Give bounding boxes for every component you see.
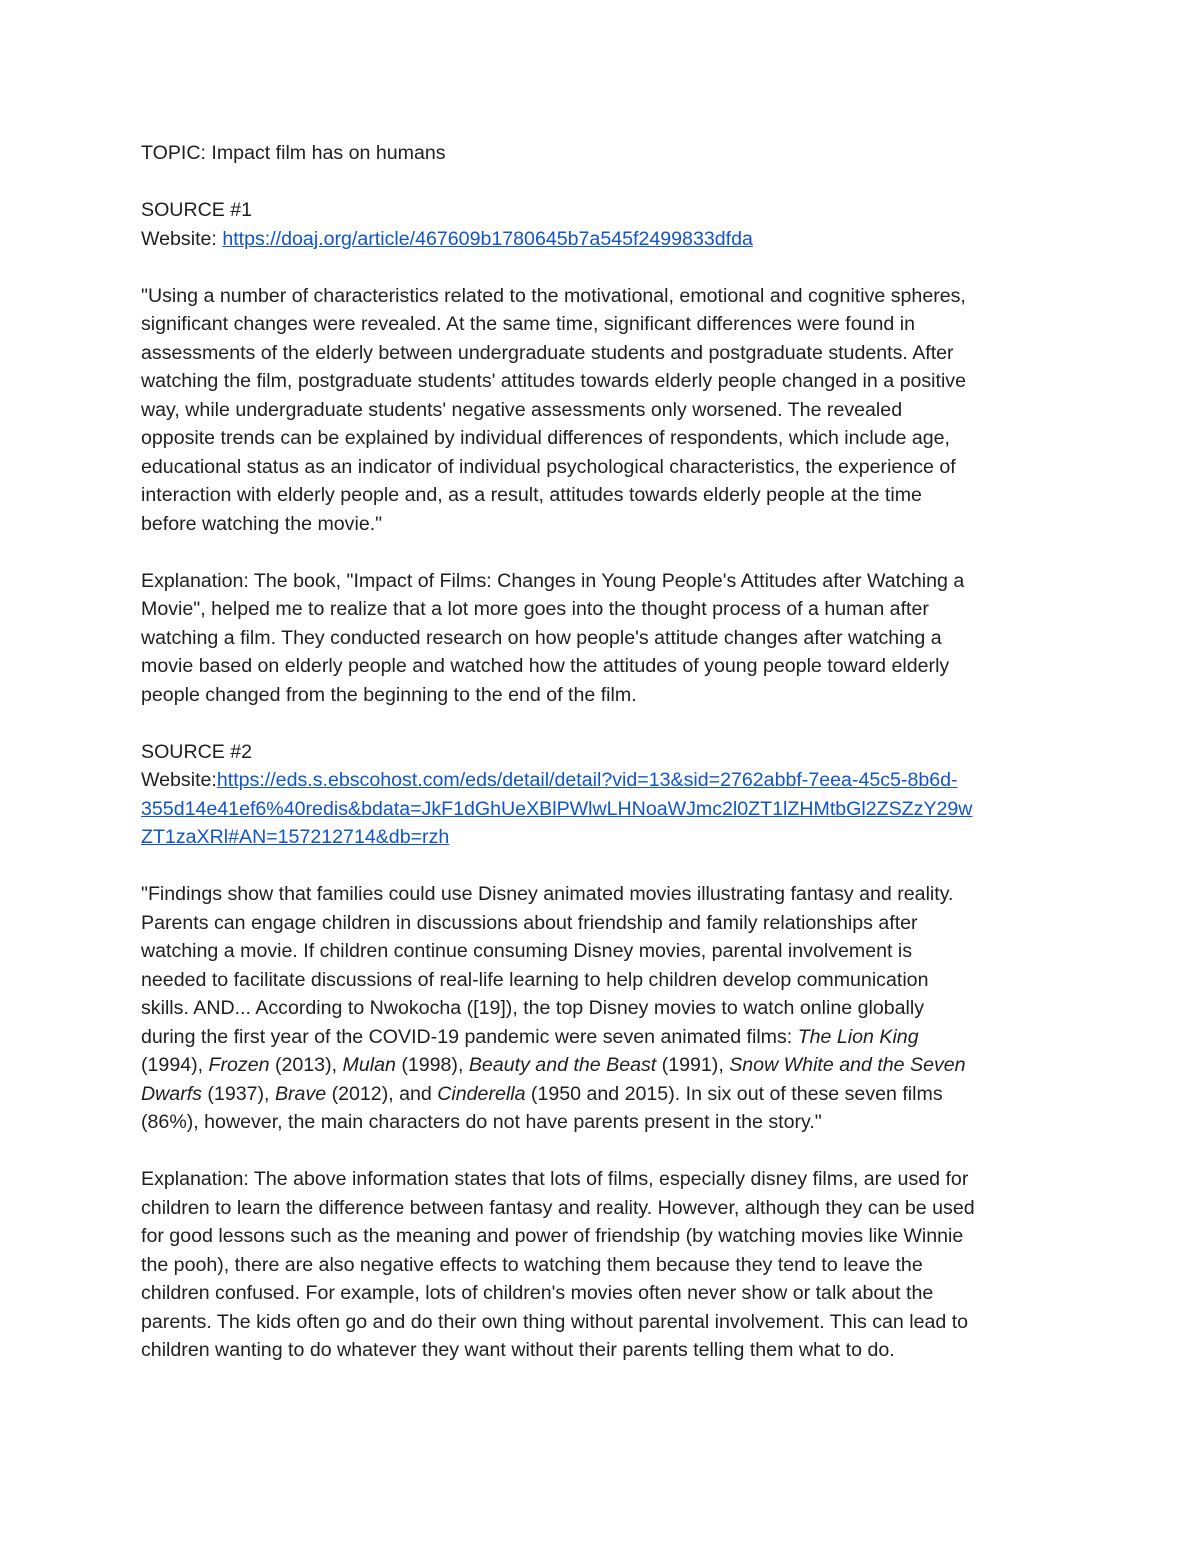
source-1-quote-line: assessments of the elderly between undergraduate students and postgraduate students. After bbox=[141, 341, 954, 364]
source-2-link-part[interactable]: ZT1zaXRl#AN=157212714&db=rzh bbox=[141, 826, 450, 848]
source-1-quote-line: significant changes were revealed. At the same time, significant differences were found in bbox=[141, 313, 916, 335]
source-1-explanation-line: people changed from the beginning to the end of the film. bbox=[141, 683, 637, 706]
spacer bbox=[141, 709, 1066, 738]
source-2-explanation-line: children confused. For example, lots of children's movies often never show or talk about the bbox=[141, 1282, 934, 1304]
film-title: Beauty and the Beast bbox=[468, 1054, 657, 1076]
source-1-explanation-line: movie based on elderly people and watched how the attitudes of young people toward elderly bbox=[141, 655, 950, 677]
quote-text: during the first year of the COVID-19 pandemic were seven animated films: bbox=[141, 1025, 798, 1048]
source-2-explanation-line: children to learn the difference between fantasy and reality. However, although they can be used bbox=[141, 1196, 975, 1219]
source-1-quote-line: educational status as an indicator of individual psychological characteristics, the experience of bbox=[141, 455, 956, 478]
quote-text: (1998), bbox=[395, 1054, 469, 1076]
film-title: Mulan bbox=[342, 1054, 396, 1076]
quote-text: (2013), bbox=[269, 1054, 343, 1076]
quote-text: (1991), bbox=[656, 1054, 730, 1076]
film-title: Dwarfs bbox=[141, 1082, 202, 1105]
source-2-explanation-line: the pooh), there are also negative effects to watching them because they tend to leave the bbox=[141, 1253, 923, 1276]
source-2-quote-line: (86%), however, the main characters do not have parents present in the story." bbox=[141, 1111, 822, 1133]
document-page bbox=[141, 139, 1066, 1365]
source-1-explanation-line: watching a film. They conducted research on how people's attitude changes after watching a bbox=[141, 626, 942, 649]
spacer bbox=[141, 538, 1066, 567]
source-2-explanation-line: for good lessons such as the meaning and power of friendship (by watching movies like Winnie bbox=[141, 1225, 964, 1247]
film-title: Brave bbox=[274, 1082, 327, 1105]
source-2-quote-line: Parents can engage children in discussions about friendship and family relationships after bbox=[141, 911, 918, 934]
source-1-quote-line: watching the film, postgraduate students' attitudes towards elderly people changed in a positive bbox=[141, 370, 967, 392]
source-2-quote-line: skills. AND... According to Nwokocha ([19]), the top Disney movies to watch online globally bbox=[141, 997, 925, 1019]
source-2-url-line bbox=[141, 823, 1066, 852]
source-2-link-part[interactable]: 355d14e41ef6%40redis&bdata=JkF1dGhUeXBlPWlwLHNoaWJmc2l0ZT1lZHMtbGl2ZSZzY29w bbox=[141, 797, 973, 820]
source-1-quote-line: "Using a number of characteristics related to the motivational, emotional and cognitive spheres, bbox=[141, 284, 966, 307]
film-title: Snow White and the Seven bbox=[729, 1054, 966, 1076]
film-title: Frozen bbox=[208, 1054, 270, 1076]
source-1-quote-line: way, while undergraduate students' negative assessments only worsened. The revealed bbox=[141, 398, 903, 421]
source-2-heading: SOURCE #2 bbox=[141, 740, 253, 763]
film-title: Cinderella bbox=[437, 1082, 526, 1105]
quote-text: (1994), bbox=[141, 1054, 209, 1076]
source-1-explanation-line: Movie", helped me to realize that a lot more goes into the thought process of a human after bbox=[141, 598, 929, 620]
source-1-quote-line: interaction with elderly people and, as a result, attitudes towards elderly people at the time bbox=[141, 484, 922, 506]
source-2-quote-line bbox=[141, 1051, 1066, 1080]
source-1-quote-line: opposite trends can be explained by individual differences of respondents, which include age, bbox=[141, 427, 950, 449]
source-1-explanation-line: Explanation: The book, "Impact of Films: Changes in Young People's Attitudes after Watching a bbox=[141, 569, 965, 592]
spacer bbox=[141, 852, 1066, 881]
source-2-explanation-line: Explanation: The above information states that lots of films, especially disney films, are used for bbox=[141, 1168, 969, 1190]
source-1-quote-line: before watching the movie." bbox=[141, 512, 383, 535]
source-2-quote-line: needed to facilitate discussions of real-life learning to help children develop communication bbox=[141, 968, 929, 991]
quote-text: (2012), and bbox=[326, 1082, 438, 1105]
topic-line: TOPIC: Impact film has on humans bbox=[141, 142, 446, 164]
source-1-link[interactable]: https://doaj.org/article/467609b1780645b7a545f2499833dfda bbox=[222, 227, 753, 250]
website-label: Website: bbox=[141, 769, 217, 791]
spacer bbox=[141, 1137, 1066, 1166]
source-1-heading: SOURCE #1 bbox=[141, 199, 253, 221]
source-2-explanation-line: parents. The kids often go and do their own thing without parental involvement. This can lead to bbox=[141, 1310, 969, 1333]
film-title: The Lion King bbox=[797, 1025, 919, 1048]
website-label: Website: bbox=[141, 227, 223, 250]
quote-text: (1937), bbox=[201, 1082, 275, 1105]
source-2-quote-line bbox=[141, 1023, 1066, 1052]
spacer bbox=[141, 168, 1066, 197]
source-2-explanation-line: children wanting to do whatever they want without their parents telling them what to do. bbox=[141, 1339, 895, 1361]
source-2-quote-line: watching a movie. If children continue consuming Disney movies, parental involvement is bbox=[141, 940, 913, 962]
source-2-website-line bbox=[141, 766, 1066, 795]
source-2-url-line bbox=[141, 795, 1066, 824]
source-2-quote-line bbox=[141, 1080, 1066, 1109]
source-2-link-part[interactable]: https://eds.s.ebscohost.com/eds/detail/detail?vid=13&sid=2762abbf-7eea-45c5-8b6d- bbox=[216, 769, 958, 791]
source-1-website-line bbox=[141, 225, 1066, 254]
source-2-quote-line: "Findings show that families could use Disney animated movies illustrating fantasy and reality. bbox=[141, 883, 954, 905]
quote-text: (1950 and 2015). In six out of these seven films bbox=[525, 1082, 943, 1105]
spacer bbox=[141, 253, 1066, 282]
